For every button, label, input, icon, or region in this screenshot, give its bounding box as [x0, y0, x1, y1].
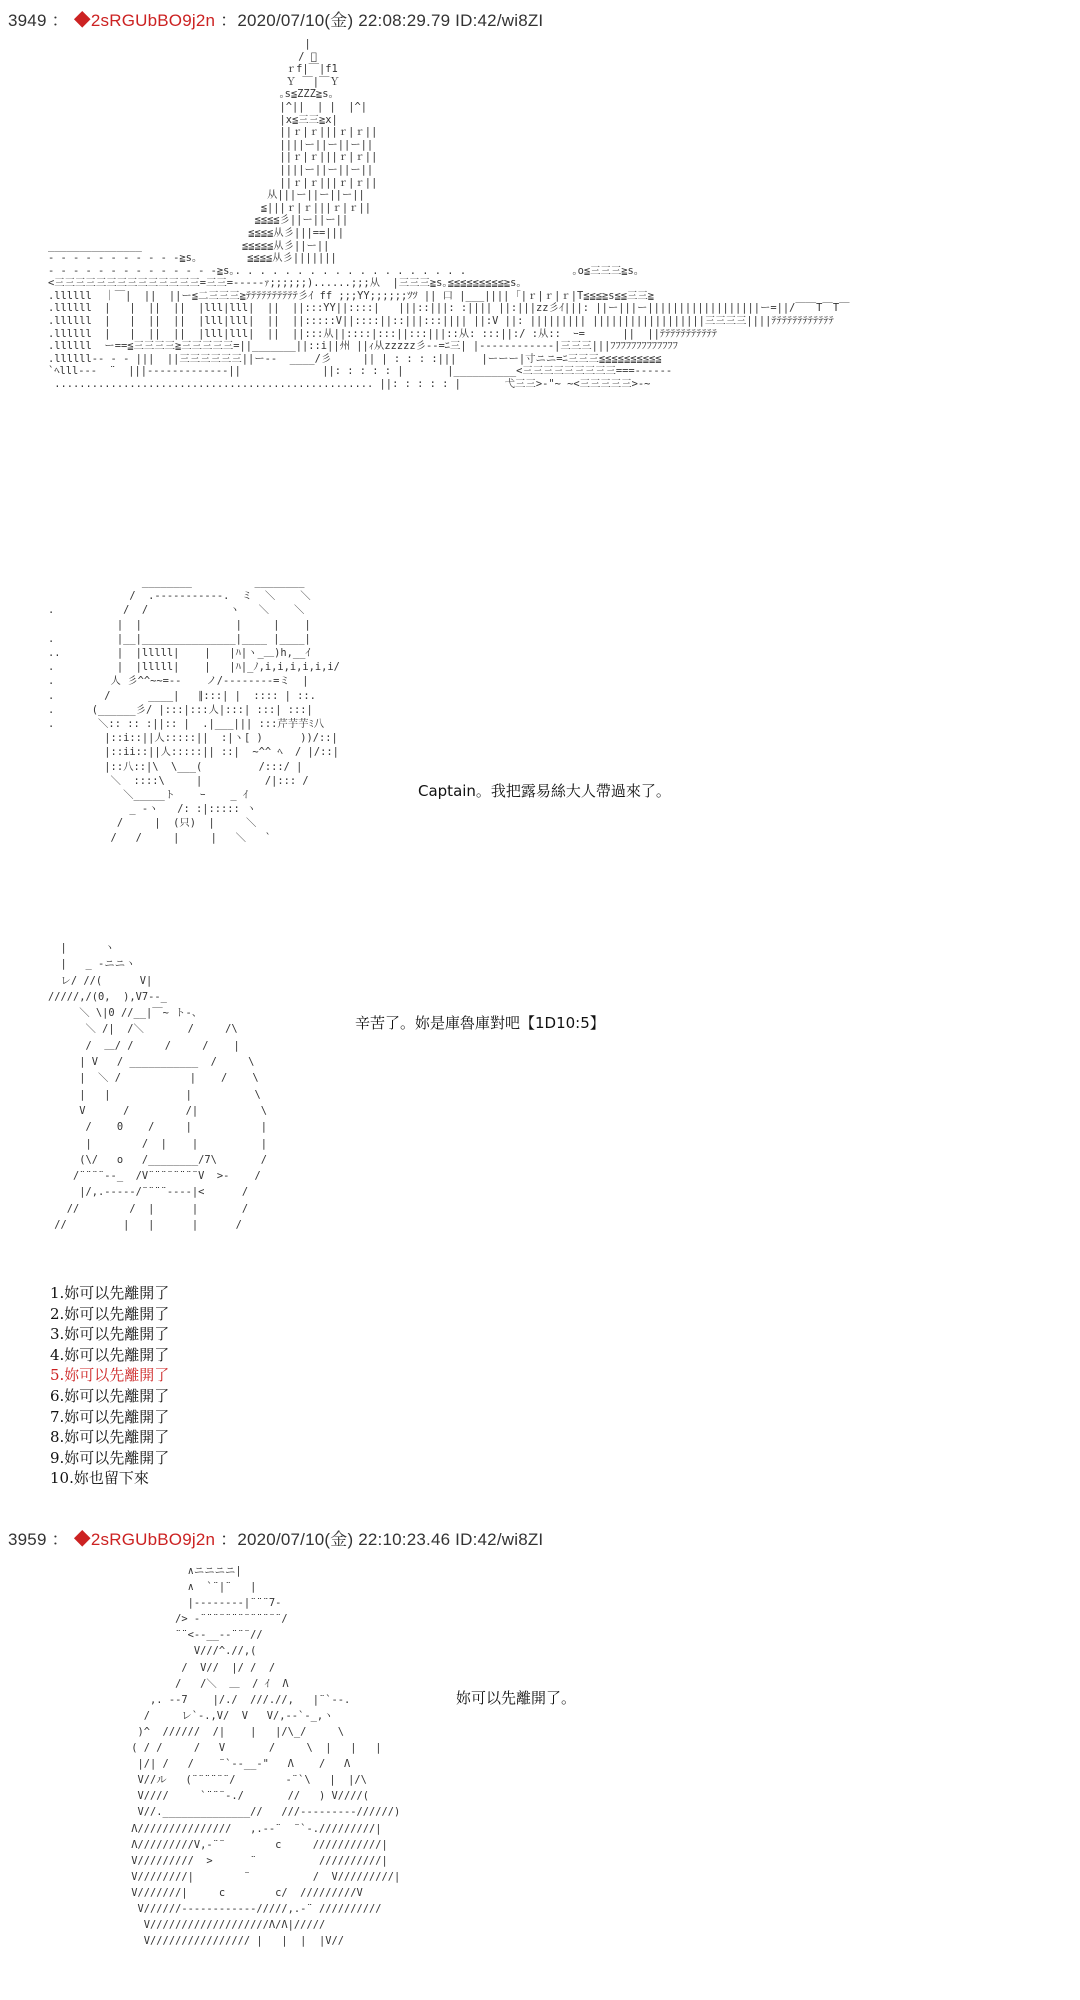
dialogue-line: 妳可以先離開了。 — [456, 1689, 577, 1707]
post-number[interactable]: 3949 — [8, 11, 47, 30]
post-3959 — [0, 1495, 1080, 2000]
choice-item: 6.妳可以先離開了 — [50, 1386, 170, 1405]
choice-item: 7.妳可以先離開了 — [50, 1407, 170, 1426]
character-coat-ascii-art: ∧ニニニニ| ∧ `¨|¨ | |--------|¨¨¨7- /> -¨¨¨¨¨¨¨¨¨¨¨¨¨/ ¨¨<--__--¨¨¨// V///^.//,( / V// |/ / / / /＼ ＿ / ｲ Λ ,. --7 |/./ ///.//, |¨`--. / レ`-.,V/ V V/,--`-_,ヽ )^ ////// /| | |/\_/ \ ( / / / V / \ | | | |/| / / ¨`--__-" Λ / Λ V//ル (¨¨¨¨¨¨/ -¨`\ | |/\ V//// `¨¨¨-./ // ) V////( V//.______________// ///---------//////) Λ/////////////// ,.--¨ ¨`-./////////| Λ/////////V,-¨¨ c ///////////| V///////// > ¨ //////////| V////////| ¨ / V/////////| V///////| c c/ /////////V V//////------------/////,.-¨ ////////// V///////////////////Λ/Λ|///// V//////////////// | | | |V// — [131, 1565, 401, 1948]
dialogue-line: Captain。我把露易絲大人帶過來了。 — [418, 782, 671, 800]
castle-ascii-art: | / ﾟ ｒf|￣|f1 Ｙ ￣|￣Ｙ ｡s≦ZZZ≧s｡ |^|| | | |^| |x≦三三≧x| ||ｒ|ｒ|||ｒ|ｒ|| ||||ー||ー||ー|| ||ｒ|ｒ|||ｒ|ｒ|| ||||ー||ー||ー|| ||ｒ|ｒ|||ｒ|ｒ|| 从|||ー||ー||ー|| ≦|||ｒ|ｒ|||ｒ|ｒ|| ≦≦≦≦彡||ー||ー|| ≦≦≦≦从彡|||==||| _______________ ≦≦≦≦≦从彡||ー|| - - - - - - - - - - -≧s｡ ≦≦≦≦从彡||||||| - - - - - - - - - - - - - -≧s｡. . . . . . . . . . . . . . . . . . . ｡o≦三三三≧s｡ <三三三三三三三三三三三三三三=三三=-----ｧ;;;;;;)......;;;从 |三三三≧s｡≦≦≦≦≦≦≦≦≦≧s｡ .llllll ｜￣| || ||ー≦二三三三≧ﾃﾃﾃﾃﾃﾃﾃﾃﾃﾃ彡ｲ ff ;;;YY;;;;;;ﾂﾂ || 口 |___|||| ｢|ｒ|ｒ|ｒ|T≦≦≦≧s≦≦三三≧ .llllll | | || || |lll|lll| || ||:::YY||::::| |||::|||: :|||| ||:|||zz彡ｲ|||: ||ー|||ー||||||||||||||||||ー=||/￣￣T￣T￣ .llllll | | || || |lll|lll| || ||:::::V||::::||::|||:::|||| ||:V ||: ||||||||| ||||||||||||||||||三三三三||||ﾃﾃﾃﾃﾃﾃﾃﾃﾃﾃﾃﾃ .llllll | | || || |lll|lll| || ||:::从||::::|:::||:::|||::从: :::||:/ :从:: ｰ= || ||ﾃﾃﾃﾃﾃﾃﾃﾃﾃﾃﾃ .llllll ー==≦三三三三≧三三三三三=||_______||::i||州 ||ｨ从zzzzz彡--=ﾆ三| |------------|三三三|||ﾌﾌﾌﾌﾌﾌﾌﾌﾌﾌﾌﾌﾌ .llllll-- - - ||| ||三三三三三三||ー-- ____/彡 || | : : : :||| |ーーー|寸ニニ=ﾆ三三三≦≦≦≦≦≦≦≦≦≦ `ﾍlll--- ¨ |||-------------|| ||: : : : : | |__________<三三三三三三三三三===------ ................................................... ||: : : : : | 弋三三>-"~ ~<三三三三三>-~ — [48, 38, 850, 391]
choice-item: 3.妳可以先離開了 — [50, 1325, 170, 1344]
header-separator: ： — [46, 11, 69, 30]
dialogue-line: 辛苦了。妳是庫魯庫對吧【1D10:5】 — [355, 1014, 605, 1032]
choice-item: 1.妳可以先離開了 — [50, 1284, 170, 1302]
choice-item: 2.妳可以先離開了 — [50, 1304, 170, 1323]
post-header — [8, 6, 543, 31]
post-datetime-id: ：2020/07/10(金) 22:08:29.79 ID:42/wi8ZI — [220, 11, 544, 30]
choice-item: 9.妳可以先離開了 — [50, 1448, 170, 1467]
choice-item: 10.妳也留下來 — [50, 1469, 149, 1488]
character-cloak-ascii-art: | ヽ | _ -ニニヽ レ/ //( V| /////,/(0, ),V7--_ ＼ \|0 //__|￣~ ト-、 ＼ /| /＼ / /\ / ＿/ / / / | | V / ___________ / \ | ＼ / | / \ | | | \ V / /| \ / 0 / | | | / | | | (\/ o /________/7\ / /¨¨¨¨--_ /V¨¨¨¨¨¨¨¨V >- / |/,.-----/¨¨¨¨----|< / // / | | / // | | | / — [48, 942, 267, 1232]
choice-item-selected: 5.妳可以先離開了 — [50, 1366, 170, 1385]
post-header — [8, 1525, 543, 1550]
choice-item: 4.妳可以先離開了 — [50, 1345, 170, 1364]
post-number[interactable]: 3959 — [8, 1530, 47, 1549]
choice-list — [50, 1283, 169, 1489]
poster-trip: ◆2sRGUbBO9j2n — [73, 11, 216, 30]
post-datetime-id: ：2020/07/10(金) 22:10:23.46 ID:42/wi8ZI — [220, 1530, 544, 1549]
choice-item: 8.妳可以先離開了 — [50, 1428, 170, 1447]
header-separator: ： — [46, 1530, 69, 1549]
character-hat-ascii-art: ________ ________ / .-----------. ミ ＼ ＼ . / / ヽ ＼ ＼ | | | | | . |__|_______________|____ |____| .. | |lllll| | |ﾊ|ヽ_＿)h,__ｲ . | |lllll| | |ﾊ|_ﾉ,i,i,i,i,i,i/ . 人 彡^^~~=-- ノ/--------=ミ | . / ____| ∥:::| | :::: | ::. . (______彡/ |:::|:::人|:::| :::| :::| . ＼:: :: :||:: | .|___||| :::芹芋芋ﾐ八 |::i::||人:::::|| :|ヽ[ ) ))/::| |::ii::||人:::::|| ::| ~^^ ﾍ / |/::| |::八::|\ \___( /:::/ | ＼ ::::\ | /|::: / ＼_____ト ｰ _ ｲ _ -ヽ /: :|::::: ヽ / | (只) | ＼ / / | | ＼ ` — [48, 576, 340, 844]
poster-trip: ◆2sRGUbBO9j2n — [73, 1530, 216, 1549]
